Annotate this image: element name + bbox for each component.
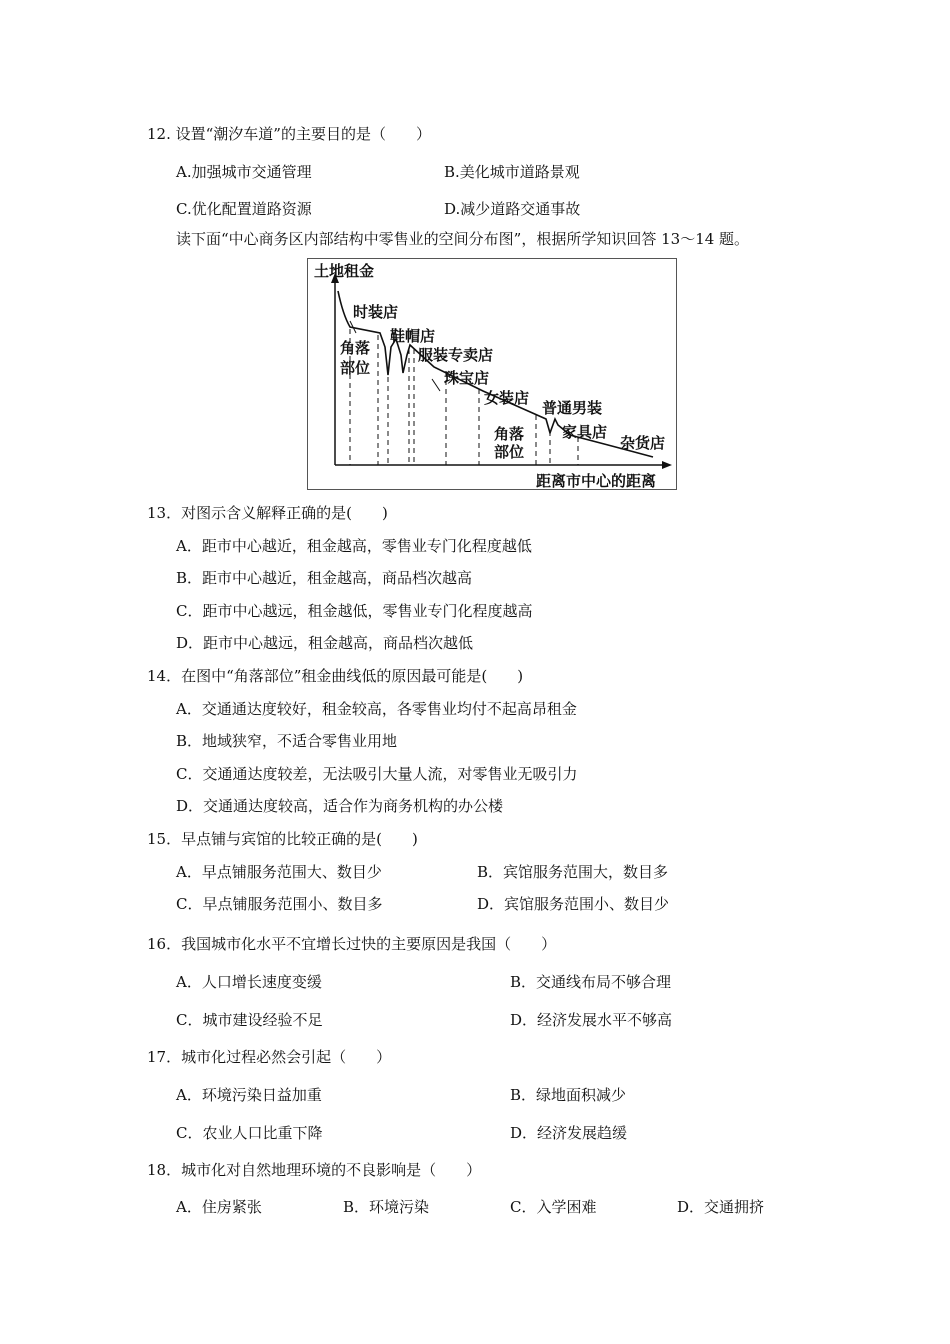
q16-stem: 16．我国城市化水平不宜增长过快的主要原因是我国（ ）	[147, 935, 557, 953]
label-corner-1b: 部位	[340, 359, 371, 377]
label-corner-1a: 角落	[340, 339, 371, 357]
q15-option-c[interactable]: C．早点铺服务范围小、数目多	[176, 895, 383, 913]
label-fashion-store: 时装店	[353, 303, 399, 321]
q14-option-b[interactable]: B．地域狭窄，不适合零售业用地	[176, 732, 398, 750]
q13-option-b[interactable]: B．距市中心越近，租金越高，商品档次越高	[176, 569, 473, 587]
q18-option-c[interactable]: C．入学困难	[510, 1198, 597, 1216]
label-clothing-specialty: 服装专卖店	[418, 346, 494, 364]
rent-curve-diagram	[308, 259, 676, 489]
q14-stem: 14．在图中“角落部位”租金曲线低的原因最可能是( )	[147, 667, 524, 685]
q18-stem: 18．城市化对自然地理环境的不良影响是（ ）	[147, 1161, 482, 1179]
q13-option-c[interactable]: C．距市中心越远，租金越低，零售业专门化程度越高	[176, 602, 533, 620]
label-womens-wear: 女装店	[484, 389, 530, 407]
x-axis-label: 距离市中心的距离	[536, 472, 657, 489]
q16-option-c[interactable]: C．城市建设经验不足	[176, 1011, 323, 1029]
y-axis-label: 土地租金	[314, 262, 375, 280]
q17-stem: 17．城市化过程必然会引起（ ）	[147, 1048, 392, 1066]
q17-option-d[interactable]: D．经济发展趋缓	[510, 1124, 628, 1142]
q18-option-a[interactable]: A．住房紧张	[176, 1198, 262, 1216]
q13-stem: 13．对图示含义解释正确的是( )	[147, 504, 388, 522]
q12-option-b[interactable]: B.美化城市道路景观	[444, 163, 580, 181]
q18-option-d[interactable]: D．交通拥挤	[677, 1198, 765, 1216]
leader-tick	[432, 379, 440, 391]
q18-option-b[interactable]: B．环境污染	[343, 1198, 430, 1216]
x-axis-arrow	[662, 461, 672, 469]
q14-option-c[interactable]: C．交通通达度较差，无法吸引大量人流，对零售业无吸引力	[176, 765, 578, 783]
q17-option-c[interactable]: C．农业人口比重下降	[176, 1124, 323, 1142]
q12-stem: 12. 设置“潮汐车道”的主要目的是（ ）	[147, 125, 431, 143]
q12-option-d[interactable]: D.减少道路交通事故	[444, 200, 581, 218]
q17-option-a[interactable]: A．环境污染日益加重	[176, 1086, 322, 1104]
q17-option-b[interactable]: B．绿地面积减少	[510, 1086, 627, 1104]
rent-distribution-figure	[307, 258, 677, 490]
label-mens-wear: 普通男装	[542, 399, 603, 417]
q15-stem: 15．早点铺与宾馆的比较正确的是( )	[147, 830, 418, 848]
label-grocery-store: 杂货店	[620, 434, 666, 452]
q15-option-d[interactable]: D．宾馆服务范围小、数目少	[477, 895, 670, 913]
q16-option-a[interactable]: A．人口增长速度变缓	[176, 973, 322, 991]
q15-option-a[interactable]: A．早点铺服务范围大、数目少	[176, 863, 382, 881]
q16-option-b[interactable]: B．交通线布局不够合理	[510, 973, 672, 991]
label-jewelry-store: 珠宝店	[444, 369, 490, 387]
q13-option-d[interactable]: D．距市中心越远，租金越高，商品档次越低	[176, 634, 474, 652]
label-corner-2a: 角落	[494, 425, 525, 443]
q16-option-d[interactable]: D．经济发展水平不够高	[510, 1011, 673, 1029]
q12-option-a[interactable]: A.加强城市交通管理	[176, 163, 312, 181]
q14-option-a[interactable]: A．交通通达度较好，租金较高，各零售业均付不起高昂租金	[176, 700, 577, 718]
q13-option-a[interactable]: A．距市中心越近，租金越高，零售业专门化程度越低	[176, 537, 532, 555]
q14-option-d[interactable]: D．交通通达度较高，适合作为商务机构的办公楼	[176, 797, 504, 815]
figure-intro: 读下面“中心商务区内部结构中零售业的空间分布图”，根据所学知识回答 13～14 题。	[176, 230, 750, 248]
label-shoe-hat-store: 鞋帽店	[390, 327, 436, 345]
q15-option-b[interactable]: B．宾馆服务范围大，数目多	[477, 863, 669, 881]
label-corner-2b: 部位	[494, 443, 525, 461]
q12-option-c[interactable]: C.优化配置道路资源	[176, 200, 312, 218]
label-furniture-store: 家具店	[562, 423, 608, 441]
